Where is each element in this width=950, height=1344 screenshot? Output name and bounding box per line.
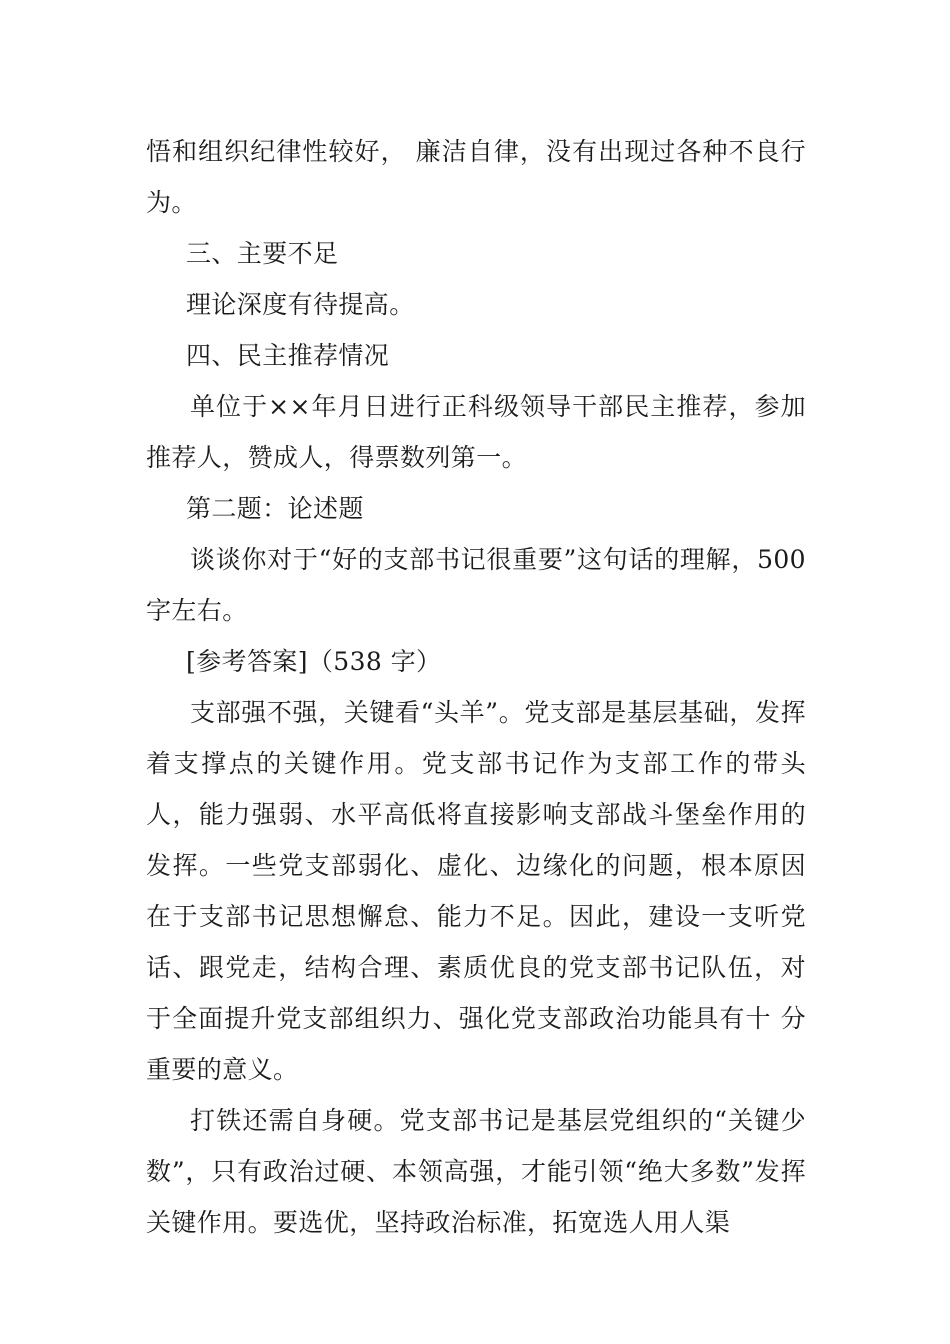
section-heading-recommendation: 四、民主推荐情况 <box>186 341 390 370</box>
paragraph-recommendation: 单位于××年月日进行正科级领导干部民主推荐，参加推荐人，赞成人，得票数列第一。 <box>146 392 806 472</box>
section-heading-shortcomings: 三、主要不足 <box>186 239 339 268</box>
question-heading: 第二题：论述题 <box>186 494 364 523</box>
document-body <box>146 126 806 1248</box>
paragraph-shortcomings: 理论深度有待提高。 <box>186 290 415 319</box>
answer-paragraph-2: 打铁还需自身硬。党支部书记是基层党组织的“关键少数”，只有政治过硬、本领高强，才能引领“绝大多数”发挥关键作用。要选优，坚持政治标准，拓宽选人用人渠 <box>146 1106 806 1237</box>
answer-paragraph-1: 支部强不强，关键看“头羊”。党支部是基层基础，发挥着支撑点的关键作用。党支部书记作为支部工作的带头人，能力强弱、水平高低将直接影响支部战斗堡垒作用的发挥。一些党支部弱化、虚化、边缘化的问题，根本原因在于支部书记思想懈怠、能力不足。因此，建设一支听党话、跟党走，结构合理、素质优良的党支部书记队伍，对于全面提升党支部组织力、强化党支部政治功能具有十 分重要的意义。 <box>146 698 806 1084</box>
answer-heading: [参考答案]（538 字） <box>186 647 442 676</box>
paragraph-continuation: 悟和组织纪律性较好， 廉洁自律，没有出现过各种不良行为。 <box>146 137 806 217</box>
question-prompt: 谈谈你对于“好的支部书记很重要”这句话的理解，500 字左右。 <box>146 545 806 625</box>
